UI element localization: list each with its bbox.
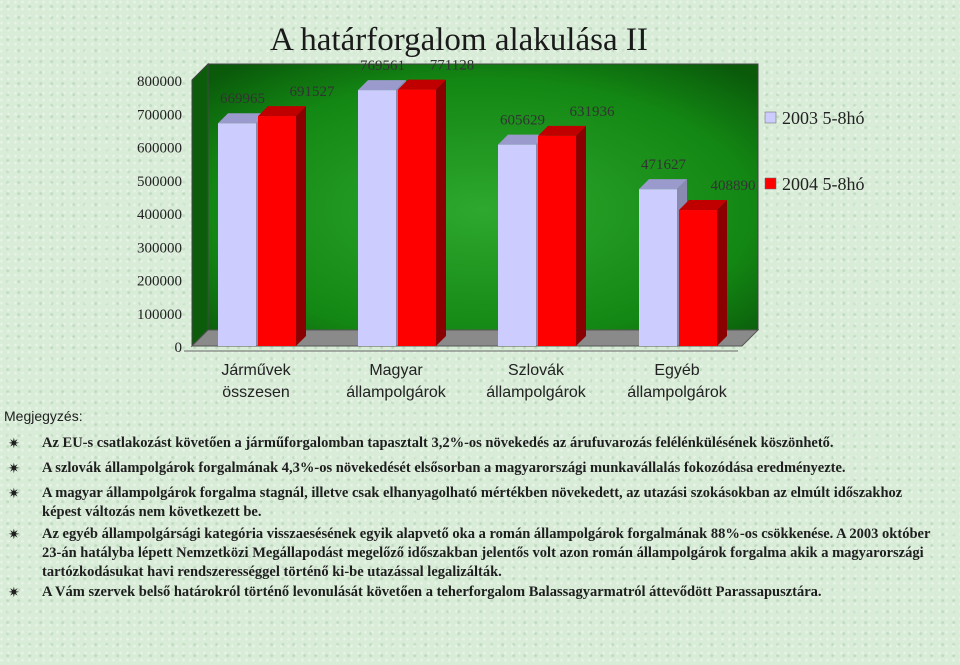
y-tick-label: 500000 — [137, 173, 182, 190]
asterisk-bullet-icon: ✷ — [8, 462, 20, 477]
bar — [358, 90, 396, 346]
bar-side — [576, 126, 586, 346]
note-text: Az egyéb állampolgársági kategória visszaesésének egyik alapvető oka a román állampolgárok forgalmának 88%-os csökkenése. A 2003 október 23-án hatályba lépett Nemzetközi Megállapodást megelőző időszakban jelentős volt azon román állampolgárok forgalma akik a magyarországi tartózkodásukat havi rendszerességgel történő ki-be utazással legalizálták. — [42, 526, 931, 580]
bar — [639, 189, 677, 346]
slide-title: A határforgalom alakulása II — [270, 22, 648, 58]
bar — [538, 136, 576, 346]
legend-label: 2003 5-8hó — [782, 108, 865, 128]
asterisk-bullet-icon: ✷ — [8, 586, 20, 601]
plot-side-wall — [192, 64, 208, 346]
data-label: 605629 — [500, 112, 545, 129]
data-label: 631936 — [569, 103, 615, 120]
asterisk-bullet-icon: ✷ — [8, 487, 20, 502]
note-item — [8, 484, 942, 522]
note-text: Az EU-s csatlakozást követően a járműforgalomban tapasztalt 3,2%-os növekedés az árufuvarozás felélénkülésének köszönhető. — [42, 435, 834, 451]
legend-label: 2004 5-8hó — [782, 174, 865, 194]
note-text: A Vám szervek belső határokról történő levonulását követően a teherforgalom Balassagyarmatról áttevődött Parassapusztára. — [42, 584, 822, 600]
data-label: 471627 — [641, 157, 686, 174]
legend-swatch — [765, 178, 776, 189]
category-label: állampolgárok — [486, 384, 586, 401]
category-label: állampolgárok — [346, 384, 446, 401]
note-item — [8, 525, 942, 582]
y-tick-label: 400000 — [137, 207, 182, 223]
legend-swatch — [765, 112, 776, 123]
bar — [498, 145, 536, 346]
bar-side — [296, 106, 306, 346]
note-item — [8, 459, 942, 478]
category-label: Magyar — [369, 362, 423, 379]
bar-side — [436, 80, 446, 346]
bar — [218, 123, 256, 346]
y-tick-label: 200000 — [137, 273, 182, 290]
y-tick-label: 0 — [174, 340, 182, 356]
note-text: A magyar állampolgárok forgalma stagnál, illetve csak elhanyagolható mértékben növekedett, az utazási szokásokban az elmúlt időszakhoz képest változás nem következett be. — [42, 485, 903, 520]
bar — [398, 90, 436, 346]
y-tick-label: 600000 — [137, 140, 182, 157]
asterisk-bullet-icon: ✷ — [8, 528, 20, 543]
y-tick-label: 100000 — [137, 306, 182, 323]
category-label: Járművek — [221, 362, 291, 379]
bar — [258, 116, 296, 346]
note-item — [8, 434, 942, 453]
y-tick-label: 800000 — [137, 74, 182, 90]
note-text: A szlovák állampolgárok forgalmának 4,3%-os növekedését elsősorban a magyarországi munkavállalás fokozódása eredményezte. — [42, 460, 846, 476]
data-label: 408890 — [710, 178, 756, 195]
data-label: 769561 — [360, 58, 405, 75]
data-label: 771128 — [429, 57, 475, 74]
bar — [679, 210, 717, 346]
y-tick-label: 300000 — [137, 240, 182, 257]
notes-label: Megjegyzés: — [4, 408, 83, 424]
y-tick-label: 700000 — [137, 107, 182, 124]
bar-side — [717, 200, 727, 346]
category-label: Szlovák — [507, 362, 565, 379]
note-item — [8, 583, 942, 602]
category-label: állampolgárok — [627, 384, 727, 401]
category-label: összesen — [222, 384, 290, 401]
category-label: Egyéb — [654, 362, 700, 379]
data-label: 669965 — [220, 91, 265, 108]
data-label: 691527 — [289, 84, 335, 101]
asterisk-bullet-icon: ✷ — [8, 437, 20, 452]
